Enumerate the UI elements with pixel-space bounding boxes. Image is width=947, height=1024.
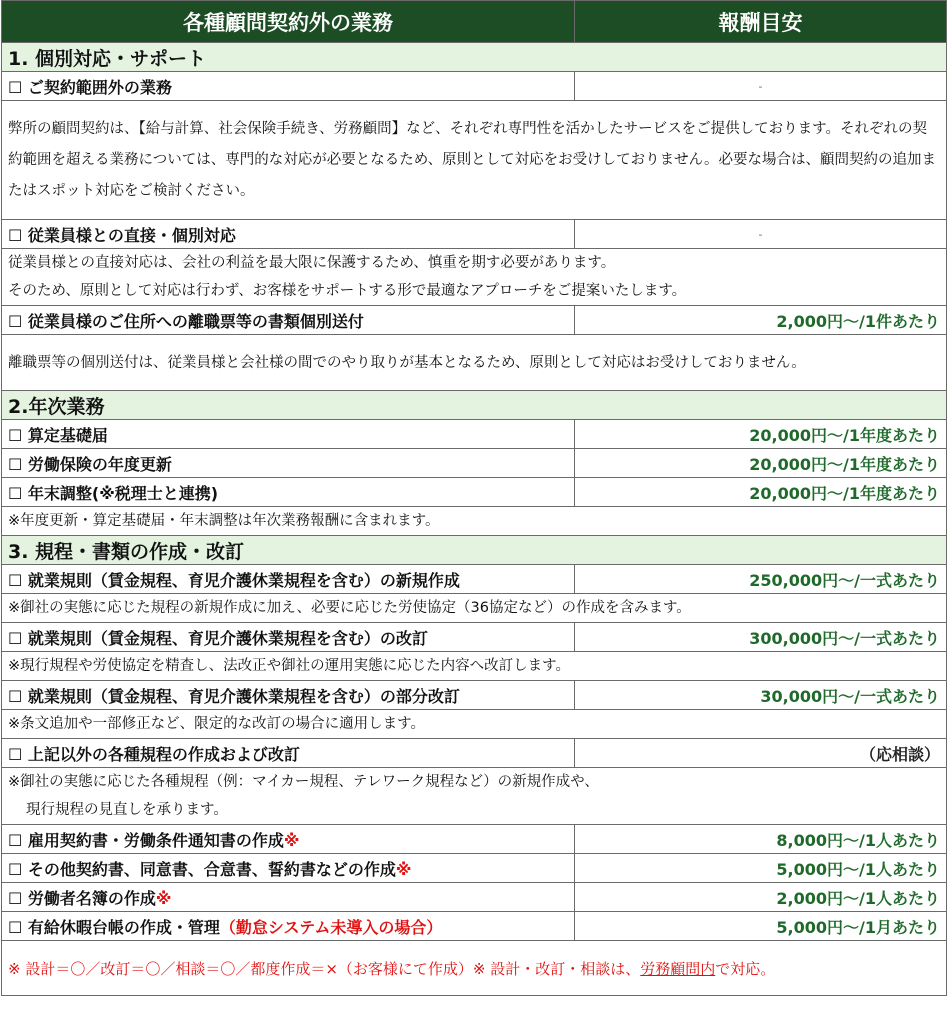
fee-table [1, 0, 947, 996]
table-row [2, 478, 947, 507]
note-text: ※御社の実態に応じた規程の新規作成に加え、必要に応じた労使協定（36協定など）の作成を含みます。 [2, 594, 947, 623]
service-name: ☐ 労働者名簿の作成 [8, 888, 156, 908]
section-regulations [2, 536, 947, 565]
service-fee: 300,000円～/一式あたり [575, 623, 947, 652]
service-fee: 250,000円～/一式あたり [575, 565, 947, 594]
note-text: ※現行規程や労使協定を精査し、法改正や御社の運用実態に応じた内容へ改訂します。 [2, 652, 947, 681]
note-text: そのため、原則として対応は行わず、お客様をサポートする形で最適なアプローチをご提案いたします。 [8, 283, 687, 299]
service-fee: 2,000円～/1人あたり [575, 883, 947, 912]
note-text: ※御社の実態に応じた各種規程（例：マイカー規程、テレワーク規程など）の新規作成や、 [8, 774, 599, 790]
service-name: ☐ 就業規則（賃金規程、育児介護休業規程を含む）の部分改訂 [2, 681, 575, 710]
note-row [2, 594, 947, 623]
note-text: 現行規程の見直しを承ります。 [26, 802, 228, 818]
service-fee: - [575, 220, 947, 249]
service-name: ☐ ご契約範囲外の業務 [2, 72, 575, 101]
section-annual-work [2, 391, 947, 420]
note-row [2, 768, 947, 825]
footer-row [2, 941, 947, 996]
condition-note: （勤怠システム未導入の場合） [219, 917, 443, 937]
table-row [2, 420, 947, 449]
table-row [2, 912, 947, 941]
note-text: 離職票等の個別送付は、従業員様と会社様の間でのやり取りが基本となるため、原則として対応はお受けしておりません。 [2, 335, 947, 391]
table-row [2, 883, 947, 912]
service-name: ☐ 雇用契約書・労働条件通知書の作成 [8, 830, 284, 850]
service-fee: 8,000円～/1人あたり [575, 825, 947, 854]
note-text: ※年度更新・算定基礎届・年末調整は年次業務報酬に含まれます。 [2, 507, 947, 536]
section-individual-support [2, 43, 947, 72]
asterisk-mark: ※ [283, 830, 300, 850]
service-fee: 30,000円～/一式あたり [575, 681, 947, 710]
footer-link[interactable]: 労務顧問内 [640, 959, 716, 978]
service-name: ☐ 労働保険の年度更新 [2, 449, 575, 478]
section-title: 2.年次業務 [2, 391, 947, 420]
table-row [2, 220, 947, 249]
note-row [2, 507, 947, 536]
table-row [2, 306, 947, 335]
header-services: 各種顧問契約外の業務 [2, 1, 575, 43]
service-name: ☐ 就業規則（賃金規程、育児介護休業規程を含む）の改訂 [2, 623, 575, 652]
service-name: ☐ 算定基礎届 [2, 420, 575, 449]
table-row [2, 854, 947, 883]
service-fee: 20,000円～/1年度あたり [575, 449, 947, 478]
note-text: ※条文追加や一部修正など、限定的な改訂の場合に適用します。 [2, 710, 947, 739]
note-row [2, 101, 947, 220]
note-text: 従業員様との直接対応は、会社の利益を最大限に保護するため、慎重を期す必要があります。 [8, 255, 616, 271]
service-fee: - [575, 72, 947, 101]
asterisk-mark: ※ [155, 888, 172, 908]
service-name: ☐ 有給休暇台帳の作成・管理 [8, 917, 220, 937]
section-title: 1. 個別対応・サポート [2, 43, 947, 72]
note-row [2, 335, 947, 391]
table-row [2, 681, 947, 710]
note-row [2, 710, 947, 739]
service-fee: （応相談） [575, 739, 947, 768]
header-fee: 報酬目安 [575, 1, 947, 43]
service-fee: 5,000円～/1月あたり [575, 912, 947, 941]
table-row [2, 72, 947, 101]
service-name: ☐ 従業員様のご住所への離職票等の書類個別送付 [2, 306, 575, 335]
service-name: ☐ その他契約書、同意書、合意書、誓約書などの作成 [8, 859, 396, 879]
table-row [2, 449, 947, 478]
table-row [2, 623, 947, 652]
section-title: 3. 規程・書類の作成・改訂 [2, 536, 947, 565]
service-name: ☐ 上記以外の各種規程の作成および改訂 [2, 739, 575, 768]
table-row [2, 565, 947, 594]
service-fee: 5,000円～/1人あたり [575, 854, 947, 883]
note-text: 弊所の顧問契約は、【給与計算、社会保険手続き、労務顧問】など、それぞれ専門性を活かしたサービスをご提供しております。それぞれの契約範囲を超える業務については、専門的な対応が必要となるため、原則として対応をお受けしておりません。必要な場合は、顧問契約の追加またはスポット対応をご検討ください。 [2, 101, 947, 220]
service-fee: 20,000円～/1年度あたり [575, 420, 947, 449]
table-row [2, 739, 947, 768]
note-row [2, 249, 947, 306]
asterisk-mark: ※ [395, 859, 412, 879]
service-fee: 20,000円～/1年度あたり [575, 478, 947, 507]
note-row [2, 652, 947, 681]
service-fee: 2,000円～/1件あたり [575, 306, 947, 335]
service-name: ☐ 年末調整(※税理士と連携) [2, 478, 575, 507]
footer-text: ※ 設計＝〇／改訂＝〇／相談＝〇／都度作成＝×（お客様にて作成）※ 設計・改訂・相談は、 [8, 959, 641, 978]
service-name: ☐ 従業員様との直接・個別対応 [2, 220, 575, 249]
footer-text-end: で対応。 [715, 959, 776, 978]
table-header [2, 1, 947, 43]
service-name: ☐ 就業規則（賃金規程、育児介護休業規程を含む）の新規作成 [2, 565, 575, 594]
table-row [2, 825, 947, 854]
